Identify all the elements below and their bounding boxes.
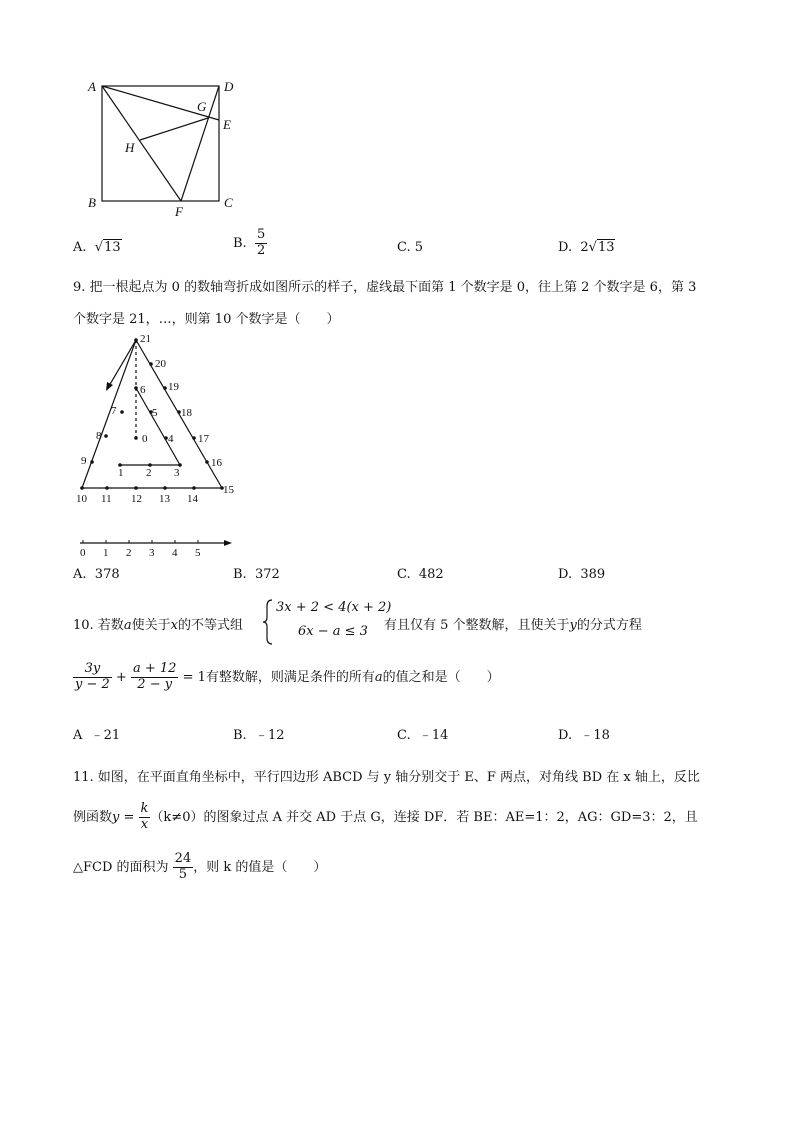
number-label-0: 0 — [142, 433, 148, 445]
number-label-5: 5 — [152, 407, 158, 419]
number-label-19: 19 — [168, 381, 179, 393]
option-text: 372 — [254, 567, 280, 582]
number-label-7: 7 — [111, 405, 117, 417]
number-label-20: 20 — [155, 358, 166, 370]
number-point-9 — [90, 460, 94, 464]
number-label-14: 14 — [187, 493, 198, 505]
option-text: ﹣14 — [418, 728, 449, 743]
label-f: F — [175, 204, 183, 219]
label-a: A — [88, 79, 96, 94]
option-letter: C. — [397, 728, 411, 743]
option-text: ﹣18 — [580, 728, 610, 743]
option-letter: C. — [397, 240, 411, 255]
number-label-15: 15 — [223, 484, 234, 496]
label-g: G — [197, 99, 207, 114]
sqrt-icon: √ — [588, 240, 597, 255]
option-letter: D. — [558, 240, 573, 255]
axis-tick-label-0: 0 — [80, 547, 86, 559]
q8-option-d[interactable] — [558, 240, 615, 255]
number-point-7 — [120, 410, 124, 414]
q10-stem-line1: 10. 若数a使关于x的不等式组 — [73, 618, 243, 633]
option-letter: D. — [558, 567, 573, 582]
segment-hg — [140, 118, 208, 140]
number-point-20 — [149, 362, 153, 366]
number-label-3: 3 — [174, 467, 180, 479]
option-letter: B. — [233, 235, 247, 251]
folded-number-line-figure — [70, 330, 250, 560]
q9-option-a[interactable] — [73, 567, 120, 582]
number-label-1: 1 — [118, 467, 124, 479]
q9-stem-line1: 9. 把一根起点为 0 的数轴弯折成如图所示的样子，虚线最下面第 1 个数字是 0，往上第 2 个数字是 6，第 3 — [73, 280, 697, 295]
radicand: 13 — [597, 240, 615, 255]
number-label-2: 2 — [146, 467, 152, 479]
number-point-8 — [104, 434, 108, 438]
number-label-9: 9 — [81, 455, 87, 467]
q10-stem-line2: $\frac{3y}{y - 2}$ + $\frac{a + 12}{2 - y}$ = 1有整数解，则满足条件的所有a的值之和是（ ） — [75, 661, 500, 692]
number-label-16: 16 — [211, 457, 222, 469]
number-point-12 — [134, 486, 138, 490]
number-label-8: 8 — [96, 430, 102, 442]
axis-arrowhead-icon — [224, 540, 232, 546]
option-letter: A. — [73, 567, 87, 582]
label-c: C — [224, 195, 233, 210]
option-letter: D. — [558, 728, 573, 743]
number-label-11: 11 — [101, 493, 112, 505]
number-point-21 — [134, 338, 138, 342]
option-letter: A — [73, 728, 83, 743]
q8-option-a[interactable] — [73, 240, 122, 255]
label-d: D — [224, 79, 234, 94]
axis-tick-label-1: 1 — [103, 547, 109, 559]
number-point-17 — [192, 436, 196, 440]
q8-option-c[interactable] — [397, 240, 423, 255]
number-point-14 — [192, 486, 196, 490]
q9-option-d[interactable] — [558, 567, 605, 582]
number-label-4: 4 — [168, 433, 174, 445]
option-text: 378 — [94, 567, 120, 582]
axis-tick-label-4: 4 — [172, 547, 178, 559]
number-label-13: 13 — [159, 493, 170, 505]
segment-af — [102, 86, 181, 201]
label-e: E — [223, 117, 231, 132]
number-label-6: 6 — [140, 384, 146, 396]
option-letter: C. — [397, 567, 411, 582]
number-label-10: 10 — [76, 493, 87, 505]
number-point-13 — [163, 486, 167, 490]
q10-option-a[interactable] — [73, 724, 120, 743]
number-label-21: 21 — [140, 333, 151, 345]
sqrt-icon: √ — [94, 240, 104, 255]
fraction-a12: $\frac{a + 12}{2 - y}$ — [132, 661, 177, 692]
option-letter: B. — [233, 567, 247, 582]
fraction-k-over-x: $\frac{k}{x}$ — [140, 801, 149, 832]
number-point-19 — [163, 386, 167, 390]
number-point-10 — [80, 486, 84, 490]
inequality-system-brace — [262, 598, 274, 646]
q10-option-d[interactable] — [558, 724, 610, 743]
q11-stem-line3: △FCD 的面积为 $\frac{24}{5}$ ，则 k 的值是（ ） — [73, 851, 327, 882]
fraction-24-over-5: $\frac{24}{5}$ — [174, 851, 192, 882]
square-figure — [80, 72, 250, 222]
axis-tick-label-3: 3 — [149, 547, 155, 559]
q9-option-c[interactable] — [397, 567, 444, 582]
label-b: B — [88, 195, 96, 210]
sqrt-coefficient: 2 — [580, 240, 589, 255]
number-label-12: 12 — [131, 493, 142, 505]
q10-option-b[interactable] — [233, 724, 285, 743]
arrowhead-icon — [106, 382, 113, 391]
q11-stem-line1: 11. 如图，在平面直角坐标中，平行四边形 ABCD 与 y 轴分别交于 E、F 两点，对角线 BD 在 x 轴上，反比 — [73, 770, 700, 785]
number-point-16 — [205, 460, 209, 464]
number-label-17: 17 — [198, 433, 209, 445]
q10-option-c[interactable] — [397, 724, 448, 743]
fraction: $\frac{5}{2}$ — [256, 227, 266, 258]
number-point-6 — [134, 386, 138, 390]
spiral-continuation-arrow — [109, 340, 136, 386]
radicand: 13 — [104, 240, 121, 255]
inequality-1: 3x + 2 < 4(x + 2) — [276, 600, 392, 615]
option-text: 389 — [580, 567, 606, 582]
q10-stem-line1-cont: 有且仅有 5 个整数解，且使关于y的分式方程 — [384, 618, 642, 633]
option-letter: B. — [233, 728, 247, 743]
label-h: H — [125, 140, 135, 155]
number-point-11 — [105, 486, 109, 490]
option-letter: A. — [73, 240, 87, 255]
fraction-3y: $\frac{3y}{y - 2}$ — [75, 661, 110, 692]
option-text: 482 — [418, 567, 444, 582]
option-text: ﹣21 — [90, 728, 121, 743]
q11-stem-line2: 例函数y = $\frac{k}{x}$ （k≠0）的图象过点 A 并交 AD 于点 G，连接 DF．若 BE：AE=1：2，AG：GD=3：2，且 — [73, 801, 698, 832]
option-text: 5 — [414, 240, 424, 255]
number-label-18: 18 — [181, 407, 192, 419]
q8-option-b[interactable] — [233, 228, 267, 259]
q9-option-b[interactable] — [233, 567, 280, 582]
inequality-2: 6x − a ≤ 3 — [298, 624, 368, 639]
number-point-0 — [134, 436, 138, 440]
q9-stem-line2: 个数字是 21，…，则第 10 个数字是（ ） — [73, 312, 340, 327]
option-text: ﹣12 — [254, 728, 285, 743]
axis-tick-label-5: 5 — [195, 547, 201, 559]
axis-tick-label-2: 2 — [126, 547, 132, 559]
